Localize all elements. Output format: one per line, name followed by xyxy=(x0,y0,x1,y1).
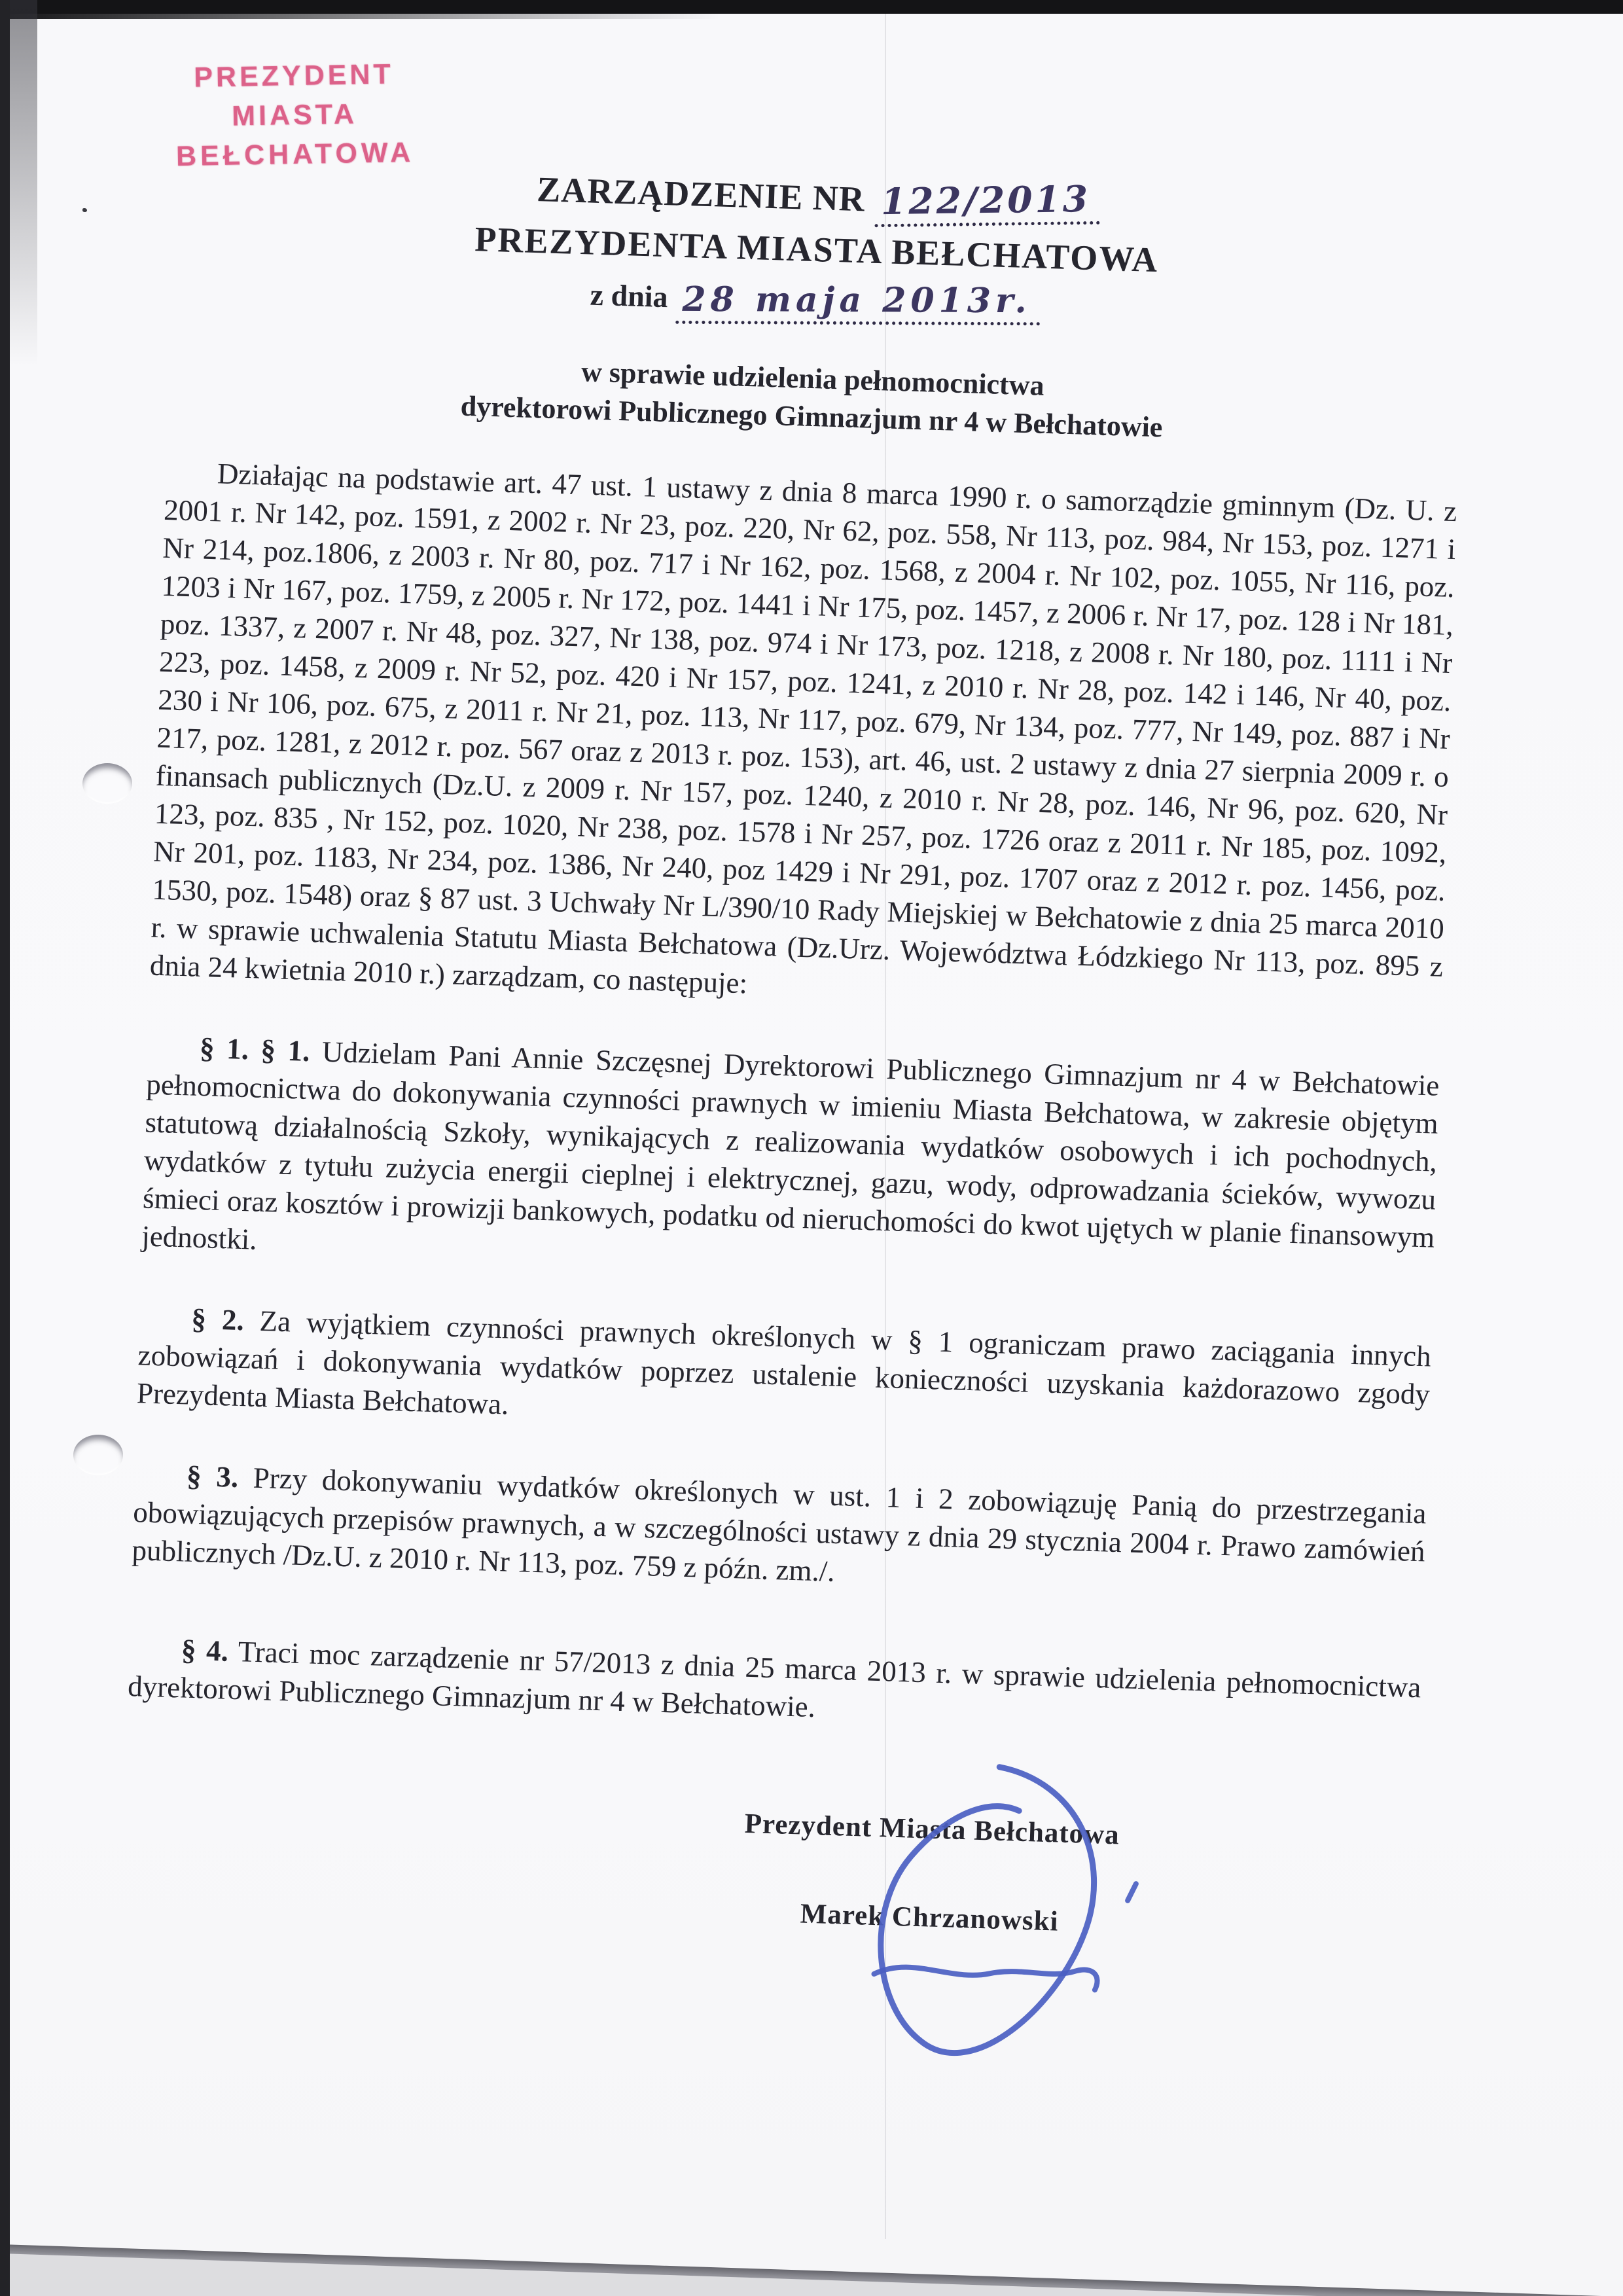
title-block xyxy=(3,151,1623,350)
section-1-mark: § 1. § 1. xyxy=(199,1031,311,1068)
stamp-line-1: PREZYDENT MIASTA xyxy=(193,58,395,132)
subject-line-2: dyrektorowi Publicznego Gimnazjum nr 4 w Bełchatowie xyxy=(460,389,1164,444)
stamp-line-2: BEŁCHATOWA xyxy=(175,136,415,173)
section-3-mark: § 3. xyxy=(186,1459,239,1494)
ordinance-number-handwritten: 122/2013 xyxy=(874,177,1100,227)
section-paragraph-1 xyxy=(141,1027,1440,1294)
ordinance-title-prefix: ZARZĄDZENIE NR xyxy=(536,170,866,219)
signature-name: Marek Chrzanowski xyxy=(800,1898,1060,1937)
section-paragraph-4 xyxy=(128,1629,1422,1744)
body-text xyxy=(128,453,1458,1744)
section-4-text: Traci moc zarządzenie nr 57/2013 z dnia 25 marca 2013 r. w sprawie udzielenia pełnomocnictwa dyrektorowi Publicznego Gimnazjum nr 4 w Bełchatowie. xyxy=(127,1634,1422,1724)
signature-block xyxy=(687,1806,1175,1941)
date-handwritten: 28 maja 2013r. xyxy=(675,279,1041,325)
section-3-text: Przy dokonywaniu wydatków określonych w ust. 1 i 2 zobowiązuję Panią do przestrzegania obowiązujących przepisów prawnych, a w szczególności ustawy z dnia 29 stycznia 2004 r. Prawo zamówień publicznych /Dz.U. z 2010 r. Nr 113, poz. 759 z późn. zm./. xyxy=(131,1461,1427,1588)
section-4-mark: § 4. xyxy=(181,1633,229,1668)
section-2-mark: § 2. xyxy=(190,1302,245,1337)
section-paragraph-3 xyxy=(132,1455,1427,1608)
section-2-text: Za wyjątkiem czynności prawnych określonych w § 1 ograniczam prawo zaciągania innych zobowiązań i dokonywania wydatków poprzez ustalenie konieczności uzyskania każdorazowo zgody Prezydenta Miasta Bełchatowa. xyxy=(136,1304,1432,1421)
signature-role: Prezydent Miasta Bełchatowa xyxy=(744,1808,1120,1851)
section-1-text: Udzielam Pani Annie Szczęsnej Dyrektorowi Publicznego Gimnazjum nr 4 w Bełchatowie pełnomocnictwa do dokonywania czynności prawnych w imieniu Miasta Bełchatowa, w zakresie objętym statutową działalnością Szkoły, wynikających z realizowania wydatków osobowych i ich pochodnych, wydatków z tytułu zużycia energii cieplnej i elektrycznej, gazu, wody, odprowadzania ścieków, wywozu śmieci oraz kosztów i prowizji bankowych, podatku od nieruchomości do kwot ujętych w planie finansowym jednostki. xyxy=(141,1035,1440,1256)
issuer-line: PREZYDENTA MIASTA BEŁCHATOWA xyxy=(474,219,1160,280)
subject-block xyxy=(0,335,1623,461)
preamble-paragraph: Działając na podstawie art. 47 ust. 1 ustawy z dnia 8 marca 1990 r. o samorządzie gminnym (Dz. U. z 2001 r. Nr 142, poz. 1591, z 2002 r. Nr 23, poz. 220, Nr 62, poz. 558, Nr 113, poz. 984, Nr 153, poz. 1271 i Nr 214, poz.1806, z 2003 r. Nr 80, poz. 717 i Nr 162, poz. 1568, z 2004 r. Nr 102, poz. 1055, Nr 116, poz. 1203 i Nr 167, poz. 1759, z 2005 r. Nr 172, poz. 1441 i Nr 175, poz. 1457, z 2006 r. Nr 17, poz. 128 i Nr 181, poz. 1337, z 2007 r. Nr 48, poz. 327, Nr 138, poz. 974 i Nr 173, poz. 1218, z 2008 r. Nr 180, poz. 1111 i Nr 223, poz. 1458, z 2009 r. Nr 52, poz. 420 i Nr 157, poz. 1241, z 2010 r. Nr 28, poz. 142 i 146, Nr 40, poz. 230 i Nr 106, poz. 675, z 2011 r. Nr 21, poz. 113, Nr 117, poz. 679, Nr 134, poz. 777, Nr 149, poz. 887 i Nr 217, poz. 1281, z 2012 r. poz. 567 oraz z 2013 r. poz. 153), art. 46, ust. 2 ustawy z dnia 27 sierpnia 2009 r. o finansach publicznych (Dz.U. z 2009 r. Nr 157, poz. 1240, z 2010 r. Nr 28, poz. 146, Nr 96, poz. 620, Nr 123, poz. 835 , Nr 152, poz. 1020, Nr 238, poz. 1578 i Nr 257, poz. 1726 oraz z 2011 r. Nr 185, poz. 1092, Nr 201, poz. 1183, Nr 234, poz. 1386, Nr 240, poz 1429 i Nr 291, poz. 1707 oraz z 2012 r. poz. 1456, poz. 1530, poz. 1548) oraz § 87 ust. 3 Uchwały Nr L/390/10 Rady Miejskiej w Bełchatowie z dnia 25 marca 2010 r. w sprawie uchwalenia Statutu Miasta Bełchatowa (Dz.Urz. Województwa Łódzkiego Nr 113, poz. 895 z dnia 24 kwietnia 2010 r.) zarządzam, co następuje: xyxy=(149,457,1457,1000)
subject-line-1: w sprawie udzielenia pełnomocnictwa xyxy=(580,355,1045,402)
section-paragraph-2 xyxy=(136,1298,1431,1451)
date-prefix: z dnia xyxy=(590,278,669,314)
